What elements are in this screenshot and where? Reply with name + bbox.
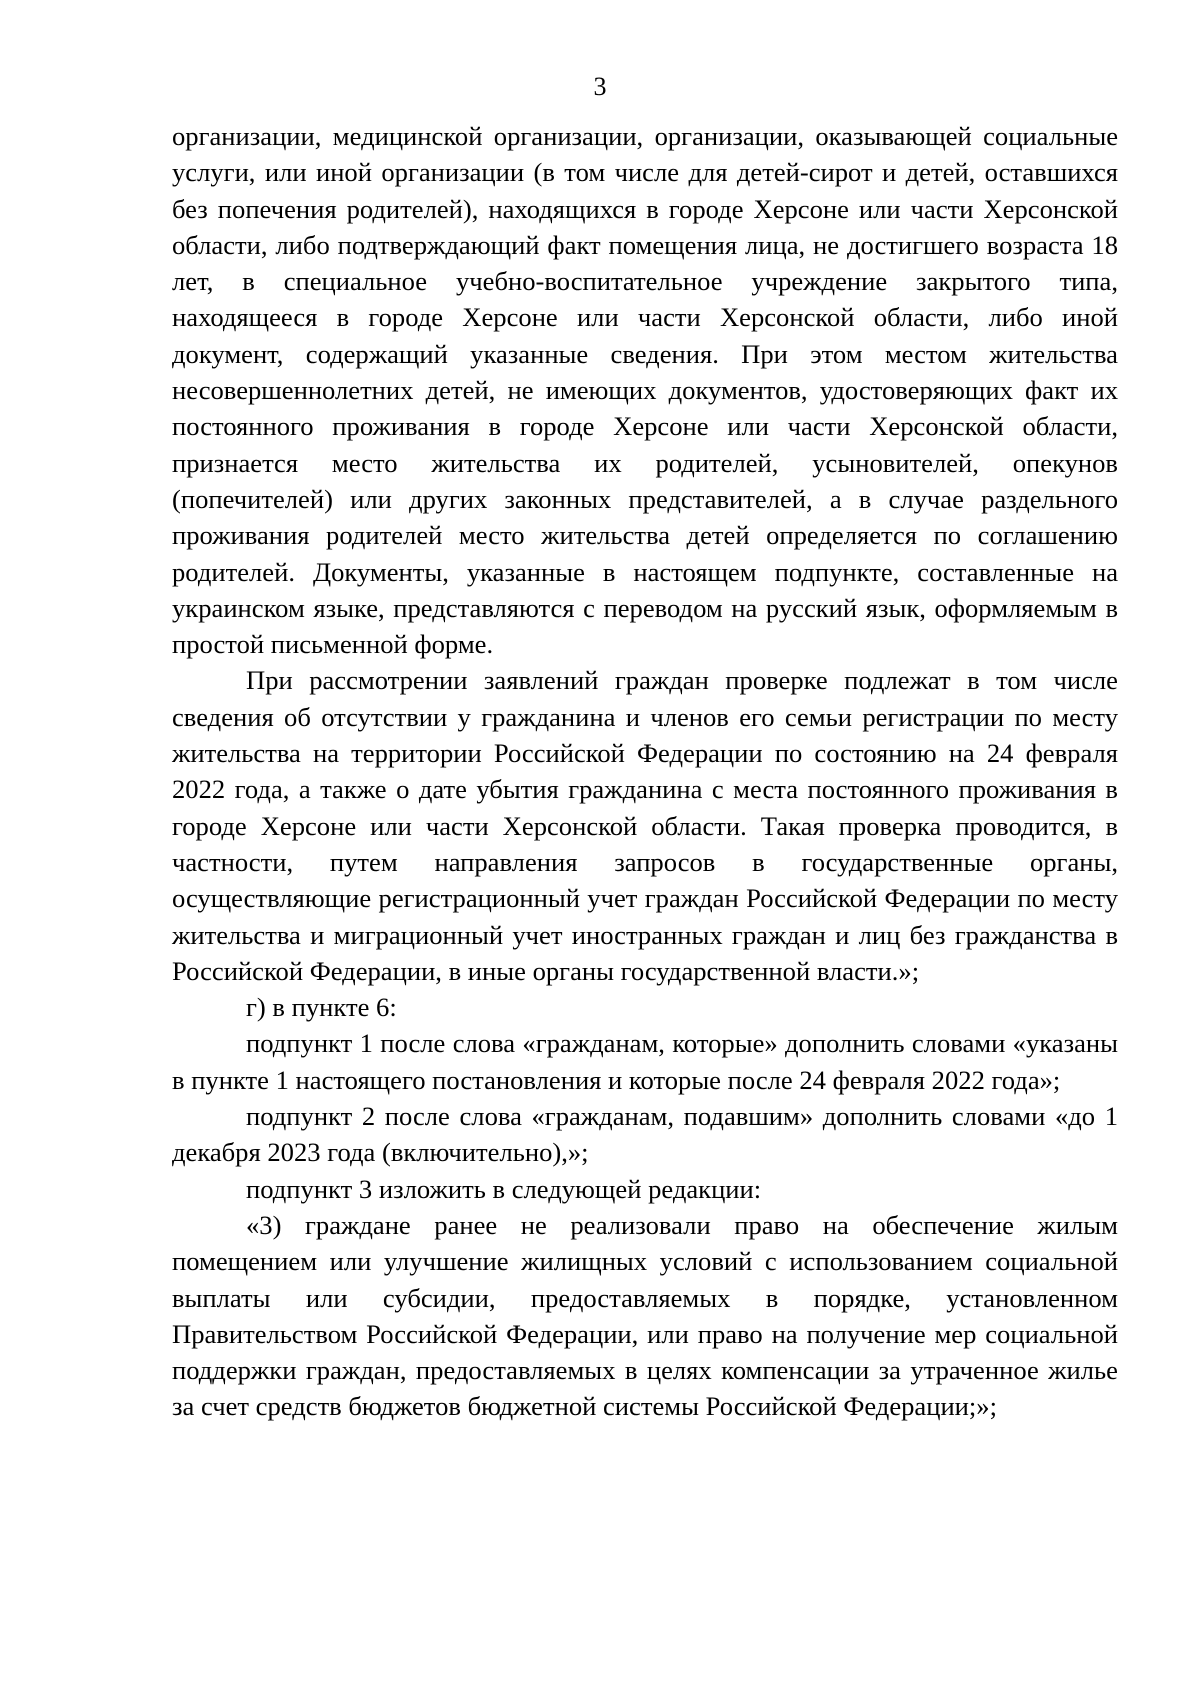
document-body bbox=[172, 118, 1118, 1425]
paragraph-continuation: организации, медицинской организации, организации, оказывающей социальные услуги, или иной организации (в том числе для детей-сирот и детей, оставшихся без попечения родителей), находящихся в городе Херсоне или части Херсонской области, либо подтверждающий факт помещения лица, не достигшего возраста 18 лет, в специальное учебно-воспитательное учреждение закрытого типа, находящееся в городе Херсоне или части Херсонской области, либо иной документ, содержащий указанные сведения. При этом местом жительства несовершеннолетних детей, не имеющих документов, удостоверяющих факт их постоянного проживания в городе Херсоне или части Херсонской области, признается место жительства их родителей, усыновителей, опекунов (попечителей) или других законных представителей, а в случае раздельного проживания родителей место жительства детей определяется по соглашению родителей. Документы, указанные в настоящем подпункте, составленные на украинском языке, представляются с переводом на русский язык, оформляемым в простой письменной форме. bbox=[172, 121, 1118, 660]
paragraph-subitem-3: подпункт 3 изложить в следующей редакции: bbox=[246, 1173, 762, 1204]
paragraph-verification: При рассмотрении заявлений граждан проверке подлежат в том числе сведения об отсутствии у гражданина и членов его семьи регистрации по месту жительства на территории Российской Федерации по состоянию на 24 февраля 2022 года, а также о дате убытия гражданина с места постоянного проживания в городе Херсоне или части Херсонской области. Такая проверка проводится, в частности, путем направления запросов в государственные органы, осуществляющие регистрационный учет граждан Российской Федерации по месту жительства и миграционный учет иностранных граждан и лиц без гражданства в Российской Федерации, в иные органы государственной власти.»; bbox=[172, 665, 1118, 986]
paragraph-item-g: г) в пункте 6: bbox=[246, 992, 397, 1023]
paragraph-subitem-3-text: «3) граждане ранее не реализовали право на обеспечение жилым помещением или улучшение жилищных условий с использованием социальной выплаты или субсидии, предоставляемых в порядке, установленном Правительством Российской Федерации, или право на получение мер социальной поддержки граждан, предоставляемых в целях компенсации за утраченное жилье за счет средств бюджетов бюджетной системы Российской Федерации;»; bbox=[172, 1209, 1118, 1422]
page-number: 3 bbox=[593, 72, 607, 101]
paragraph-subitem-1: подпункт 1 после слова «гражданам, которые» дополнить словами «указаны в пункте 1 настоящего постановления и которые после 24 февраля 2022 года»; bbox=[172, 1028, 1118, 1095]
paragraph-subitem-2: подпункт 2 после слова «гражданам, подавшим» дополнить словами «до 1 декабря 2023 года (включительно),»; bbox=[172, 1101, 1118, 1168]
